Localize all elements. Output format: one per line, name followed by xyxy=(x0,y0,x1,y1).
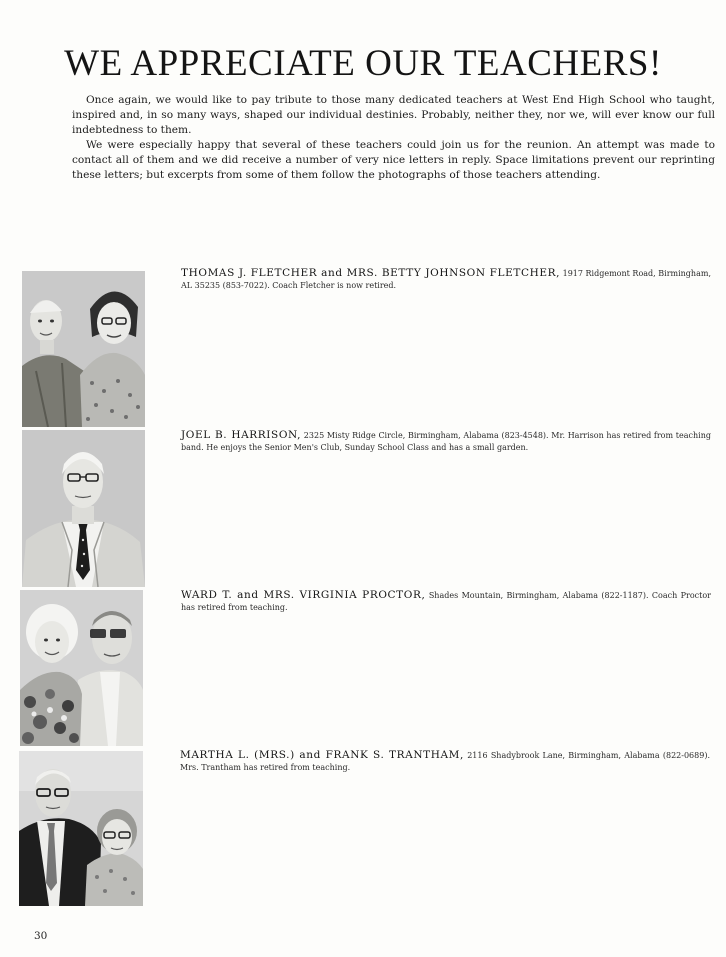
intro-paragraph-1: Once again, we would like to pay tribute to those many dedicated teachers at West End High School who taught, inspired and, in so many ways, shaped our individual destinies. Probably, neither they, nor we, will ever know our full indebtedness to them. xyxy=(72,94,715,136)
entry-names: JOEL B. HARRISON, xyxy=(181,429,302,441)
entry-names: MARTHA L. (MRS.) and FRANK S. TRANTHAM, xyxy=(180,749,464,761)
entry-names: WARD T. and MRS. VIRGINIA PROCTOR, xyxy=(181,589,426,601)
intro-paragraph-2: We were especially happy that several of these teachers could join us for the reunion. An attempt was made to contact all of them and we did receive a number of very nice letters in reply. Space limitations prevent our reprinting these letters; but excerpts from some of them follow the photographs of those teachers attending. xyxy=(72,139,715,181)
page-number: 30 xyxy=(34,930,48,942)
intro-text xyxy=(72,93,715,183)
photo-fletcher xyxy=(22,271,145,427)
photo-proctor xyxy=(20,590,143,746)
entry-trantham xyxy=(180,750,710,773)
entry-details: Shades Mountain, Birmingham, Alabama (822-1187). Coach Proctor has retired from teaching. xyxy=(181,591,711,612)
photo-trantham xyxy=(19,751,143,906)
entry-details: 1917 Ridgemont Road, Birmingham, AL 35235 (853-7022). Coach Fletcher is now retired. xyxy=(181,269,711,290)
entry-harrison xyxy=(181,430,711,453)
entry-names: THOMAS J. FLETCHER and MRS. BETTY JOHNSON FLETCHER, xyxy=(181,267,561,279)
page-title: WE APPRECIATE OUR TEACHERS! xyxy=(64,43,662,84)
entry-details: 2116 Shadybrook Lane, Birmingham, Alabama (822-0689). Mrs. Trantham has retired from teaching. xyxy=(180,751,710,772)
photo-harrison xyxy=(22,430,145,587)
entry-proctor xyxy=(181,590,711,613)
entry-details: 2325 Misty Ridge Circle, Birmingham, Alabama (823-4548). Mr. Harrison has retired from teaching band. He enjoys the Senior Men's Club, Sunday School Class and has a small garden. xyxy=(181,431,711,452)
entry-fletcher xyxy=(181,268,711,291)
